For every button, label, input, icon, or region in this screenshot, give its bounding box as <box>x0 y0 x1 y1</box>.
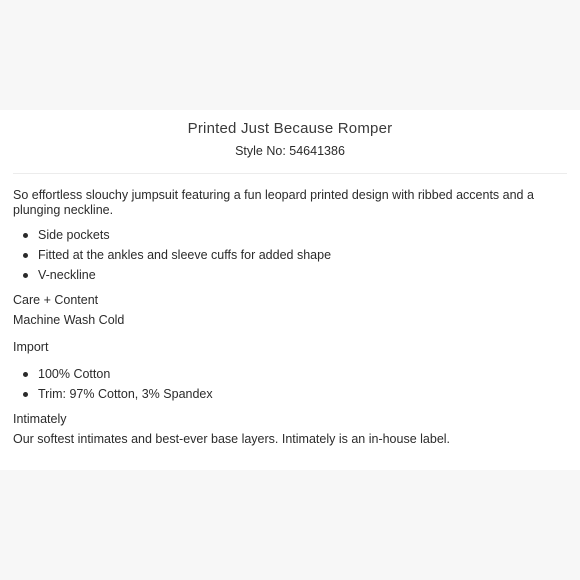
feature-text: Side pockets <box>38 228 110 242</box>
feature-text: V-neckline <box>38 268 96 282</box>
product-details-card <box>0 110 580 470</box>
bullet-icon <box>23 392 28 397</box>
feature-item <box>38 248 561 263</box>
material-item <box>38 387 561 402</box>
care-instructions: Machine Wash Cold <box>13 313 125 327</box>
bullet-icon <box>23 273 28 278</box>
description-summary: So effortless slouchy jumpsuit featuring a fun leopard printed design with ribbed accents and a plunging neckline. <box>13 188 534 217</box>
brand-name: Intimately <box>13 412 67 426</box>
product-title: Printed Just Because Romper <box>187 120 393 137</box>
feature-item <box>38 228 561 243</box>
feature-item <box>38 268 561 283</box>
materials-list <box>13 367 561 402</box>
bullet-icon <box>23 372 28 377</box>
feature-text: Fitted at the ankles and sleeve cuffs for added shape <box>38 248 332 262</box>
bullet-icon <box>23 233 28 238</box>
brand-tagline: Our softest intimates and best-ever base layers. Intimately is an in-house label. <box>13 432 451 446</box>
style-number: Style No: 54641386 <box>235 144 345 158</box>
origin-label: Import <box>13 340 49 354</box>
feature-list <box>13 228 561 283</box>
care-heading: Care + Content <box>13 293 99 307</box>
bullet-icon <box>23 253 28 258</box>
material-text: Trim: 97% Cotton, 3% Spandex <box>38 387 213 401</box>
product-description <box>13 188 561 452</box>
material-item <box>38 367 561 382</box>
header-divider <box>13 173 567 174</box>
material-text: 100% Cotton <box>38 367 111 381</box>
